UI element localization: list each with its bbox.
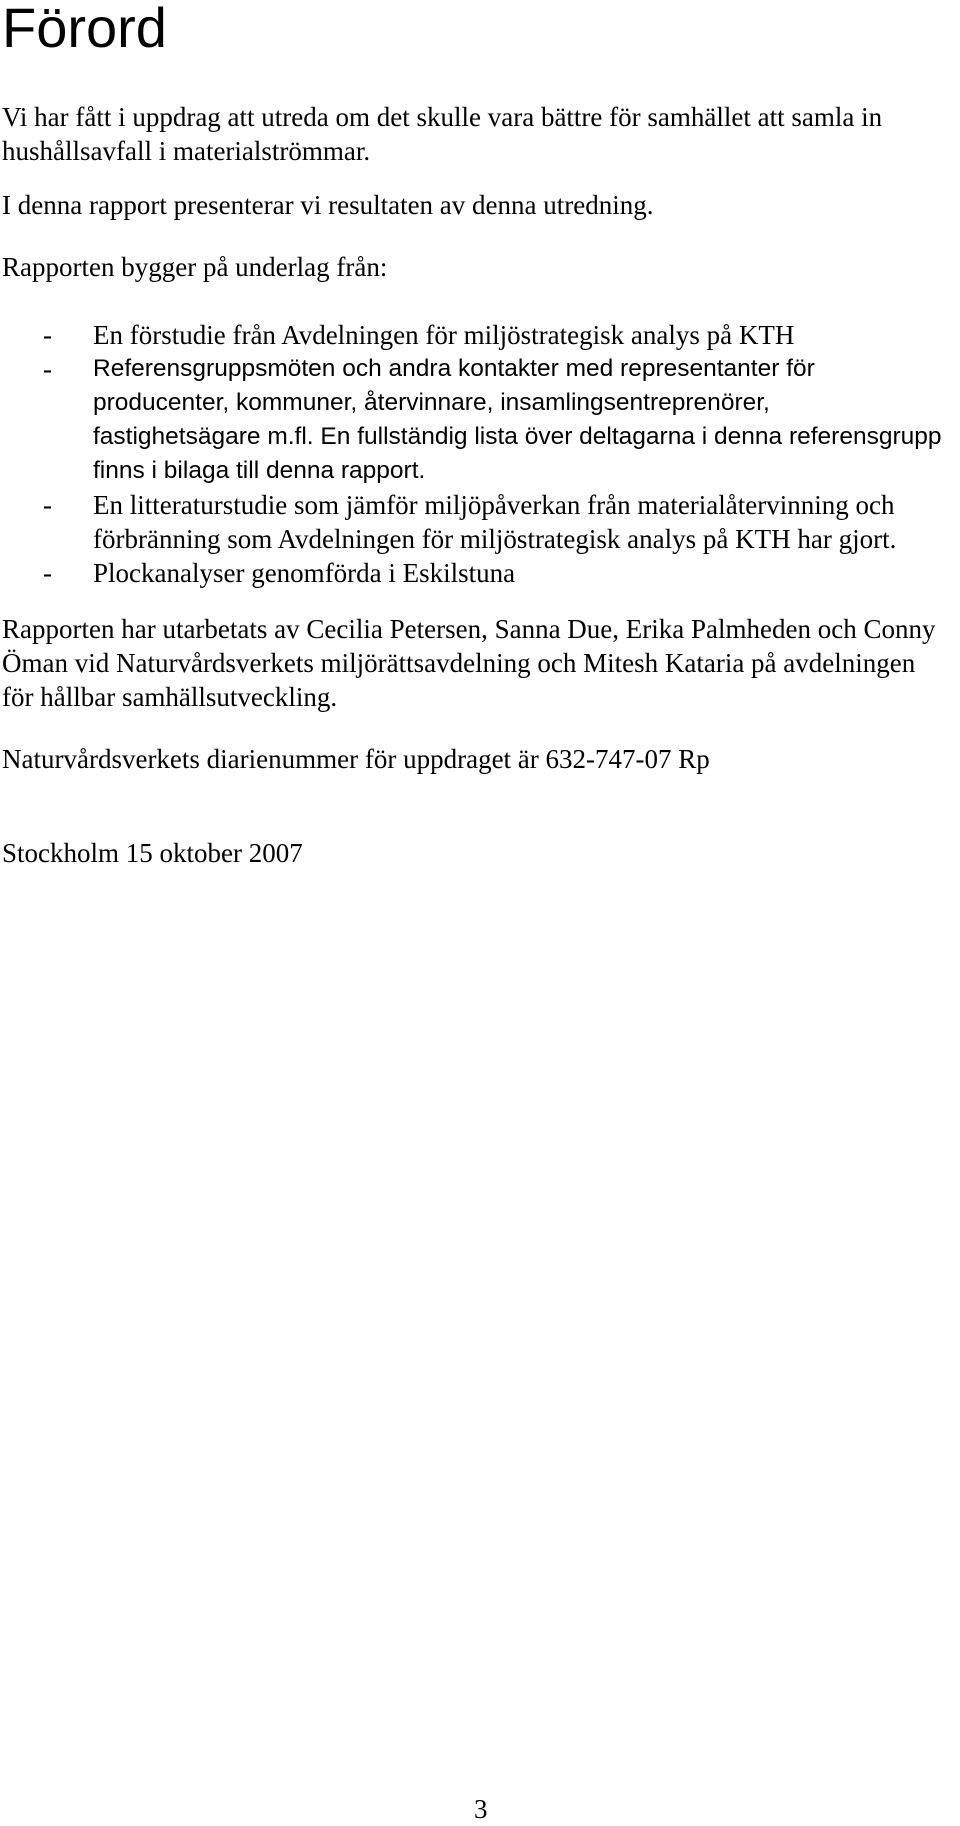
list-dash: - <box>43 320 52 350</box>
intro-paragraph: Vi har fått i uppdrag att utreda om det skulle vara bättre för samhället att samla in hushållsavfall i materialströmmar. <box>2 102 883 166</box>
authors-paragraph: Rapporten har utarbetats av Cecilia Petersen, Sanna Due, Erika Palmheden och Conny Öman vid Naturvårdsverkets miljörättsavdelning och Mitesh Kataria på avdelningen för hållbar samhällsutveckling. <box>2 614 936 712</box>
list-dash: - <box>43 558 52 588</box>
list-item-text: Plockanalyser genomförda i Eskilstuna <box>93 558 516 588</box>
list-item-text: En litteraturstudie som jämför miljöpåverkan från materialåtervinning och förbränning som Avdelningen för miljöstrategisk analys på KTH har gjort. <box>93 490 897 554</box>
diary-number-paragraph: Naturvårdsverkets diarienummer för uppdraget är 632-747-07 Rp <box>2 744 710 774</box>
page-number: 3 <box>474 1794 488 1824</box>
basis-heading: Rapporten bygger på underlag från: <box>2 252 388 282</box>
list-item-text: Referensgruppsmöten och andra kontakter med representanter för producenter, kommuner, återvinnare, insamlingsentreprenörer, fastighetsägare m.fl. En fullständig lista över deltagarna i denna referensgrupp finns i bilaga till denna rapport. <box>93 355 942 484</box>
list-item <box>2 318 942 352</box>
place-date: Stockholm 15 oktober 2007 <box>2 838 303 868</box>
report-paragraph: I denna rapport presenterar vi resultaten av denna utredning. <box>2 190 654 220</box>
list-dash: - <box>43 490 52 520</box>
list-item <box>2 352 942 488</box>
basis-list <box>2 318 942 590</box>
list-item <box>2 556 942 590</box>
list-item <box>2 488 942 556</box>
list-item-text: En förstudie från Avdelningen för miljöstrategisk analys på KTH <box>93 320 795 350</box>
page-title: Förord <box>2 0 167 59</box>
list-dash: - <box>43 354 52 384</box>
